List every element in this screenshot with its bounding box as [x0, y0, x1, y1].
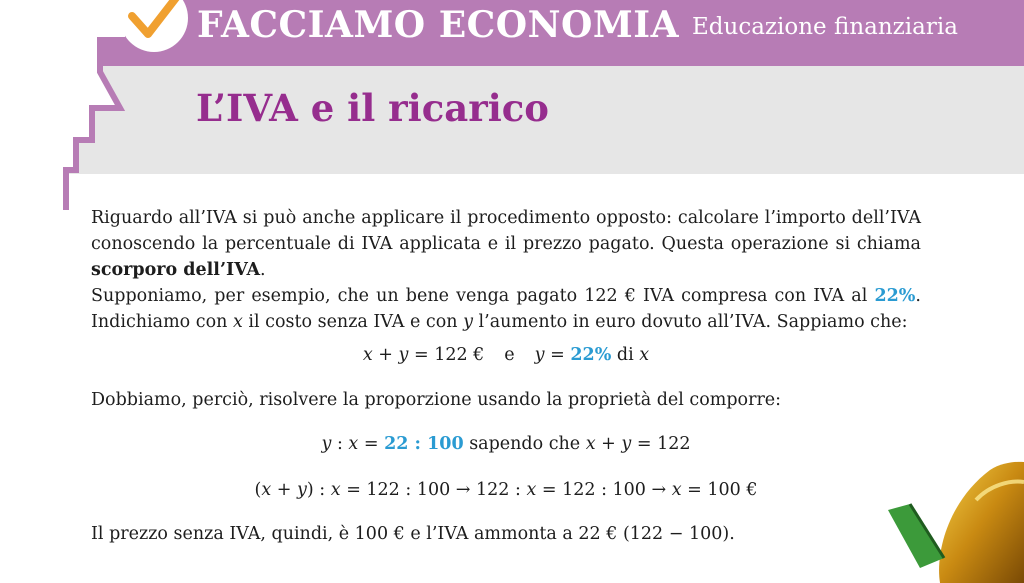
page-title: L’IVA e il ricarico — [196, 86, 549, 130]
equation-proportion: y : x = 22 : 100 sapendo che x + y = 122 — [321, 434, 691, 454]
paragraph-intro: Riguardo all’IVA si può anche applicare il procedimento opposto: calcolare l’importo dell’IVA conoscendo la percentuale di IVA applicata e il prezzo pagato. Questa operazione si chiama scorporo dell’IVA. — [91, 208, 921, 280]
paragraph-method: Dobbiamo, perciò, risolvere la proporzione usando la proprietà del comporre: — [91, 390, 782, 410]
content — [91, 205, 921, 547]
bottle-illustration — [880, 440, 1024, 583]
paragraph-conclusion: Il prezzo senza IVA, quindi, è 100 € e l’IVA ammonta a 22 € (122 − 100). — [91, 524, 735, 544]
check-icon — [118, 0, 190, 54]
bold-term: scorporo dell’IVA — [91, 260, 261, 280]
series-subtitle: Educazione finanziaria — [692, 14, 958, 40]
paragraph-example: Supponiamo, per esempio, che un bene venga pagato 122 € IVA compresa con IVA al 22%. Indichiamo con x il costo senza IVA e con y l’aumento in euro dovuto all’IVA. Sappiamo che: — [91, 286, 921, 332]
series-title: FACCIAMO ECONOMIA — [197, 4, 680, 46]
equation-solution: (x + y) : x = 122 : 100 → 122 : x = 122 : 100 → x = 100 € — [254, 480, 758, 500]
highlight-percent: 22% — [874, 286, 916, 306]
equation-system: x + y = 122 € e y = 22% di x — [362, 345, 650, 365]
